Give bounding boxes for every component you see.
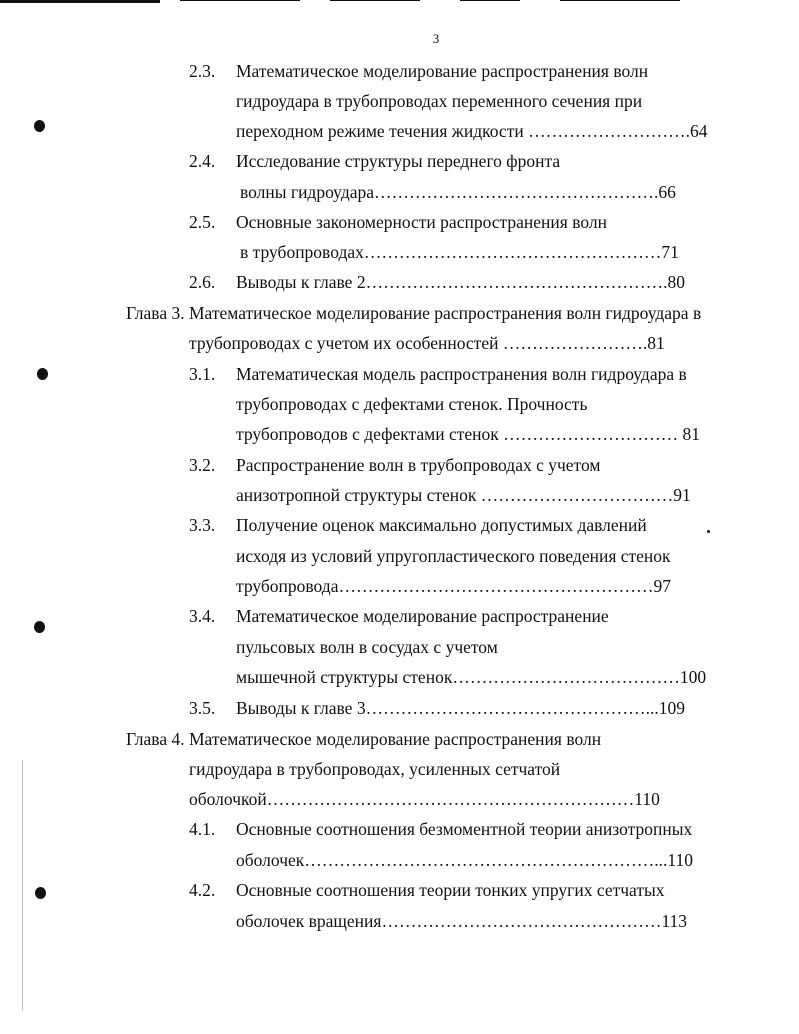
toc-title-cont: трубопроводов с дефектами стенок ………………………… 81 <box>236 424 700 444</box>
toc-number: 3.5. <box>189 698 216 718</box>
scan-speck <box>707 530 710 533</box>
toc-number: 4.1. <box>189 819 216 839</box>
toc-title: Основные соотношения теории тонких упругих сетчатых <box>236 880 665 900</box>
toc-number: 3.1. <box>189 364 216 384</box>
toc-title-cont: трубопроводах с учетом их особенностей …………………….81 <box>189 333 665 353</box>
toc-title: Основные закономерности распространения волн <box>236 212 607 232</box>
punch-hole-mark <box>34 621 45 633</box>
toc-title: Математическое моделирование распространение <box>236 606 609 626</box>
toc-title-cont: анизотропной структуры стенок ……………………………91 <box>236 485 691 505</box>
toc-number: 2.4. <box>189 151 216 171</box>
toc-number: 3.4. <box>189 606 216 626</box>
toc-title-cont: гидроудара в трубопроводах, усиленных сетчатой <box>189 759 561 779</box>
toc-title: Математическое моделирование распространения волн <box>236 61 649 81</box>
toc-title-cont: гидроудара в трубопроводах переменного сечения при <box>236 91 643 111</box>
toc-number: 4.2. <box>189 880 216 900</box>
toc-title: Исследование структуры переднего фронта <box>236 151 561 171</box>
toc-title: Распространение волн в трубопроводах с учетом <box>236 455 601 475</box>
toc-number: 2.6. <box>189 272 216 292</box>
toc-title-cont: мышечной структуры стенок…………………………………100 <box>236 667 707 687</box>
toc-title-cont: пульсовых волн в сосудах с учетом <box>236 637 498 657</box>
toc-chapter-3: Глава 3. Математическое моделирование распространения волн гидроудара в <box>126 303 702 323</box>
toc-chapter-4: Глава 4. Математическое моделирование распространения волн <box>126 729 602 749</box>
toc-title: Выводы к главе 3…………………………………………...109 <box>236 698 685 718</box>
toc-title-cont: оболочек вращения…………………………………………113 <box>236 911 688 931</box>
toc-number: 2.5. <box>189 212 216 232</box>
toc-title-cont: трубопроводах с дефектами стенок. Прочность <box>236 394 588 414</box>
toc-title-cont: оболочек……………………………………………………...110 <box>236 850 693 870</box>
toc-number: 3.3. <box>189 515 216 535</box>
scan-top-edge <box>0 0 799 6</box>
toc-title: Получение оценок максимально допустимых давлений <box>236 515 647 535</box>
toc-title: Математическая модель распространения волн гидроудара в <box>236 364 687 384</box>
toc-number: 2.3. <box>189 61 216 81</box>
binder-edge-line <box>22 760 23 1010</box>
toc-title: Выводы к главе 2…………………………………………….80 <box>236 272 685 292</box>
page-number: 3 <box>432 31 440 46</box>
toc-title-cont: исходя из условий упругопластического поведения стенок <box>236 546 671 566</box>
toc-title-cont: трубопровода………………………………………………97 <box>236 576 671 596</box>
toc-title-cont: переходном режиме течения жидкости ……………………….64 <box>236 121 708 141</box>
punch-hole-mark <box>37 368 48 380</box>
toc-title-cont: волны гидроудара………………………………………….66 <box>240 182 676 202</box>
toc-title-cont: оболочкой………………………………………………………110 <box>189 789 660 809</box>
punch-hole-mark <box>34 120 45 132</box>
toc-title-cont: в трубопроводах……………………………………………71 <box>240 242 679 262</box>
toc-title: Основные соотношения безмоментной теории анизотропных <box>236 819 693 839</box>
toc-number: 3.2. <box>189 455 216 475</box>
punch-hole-mark <box>35 887 46 899</box>
